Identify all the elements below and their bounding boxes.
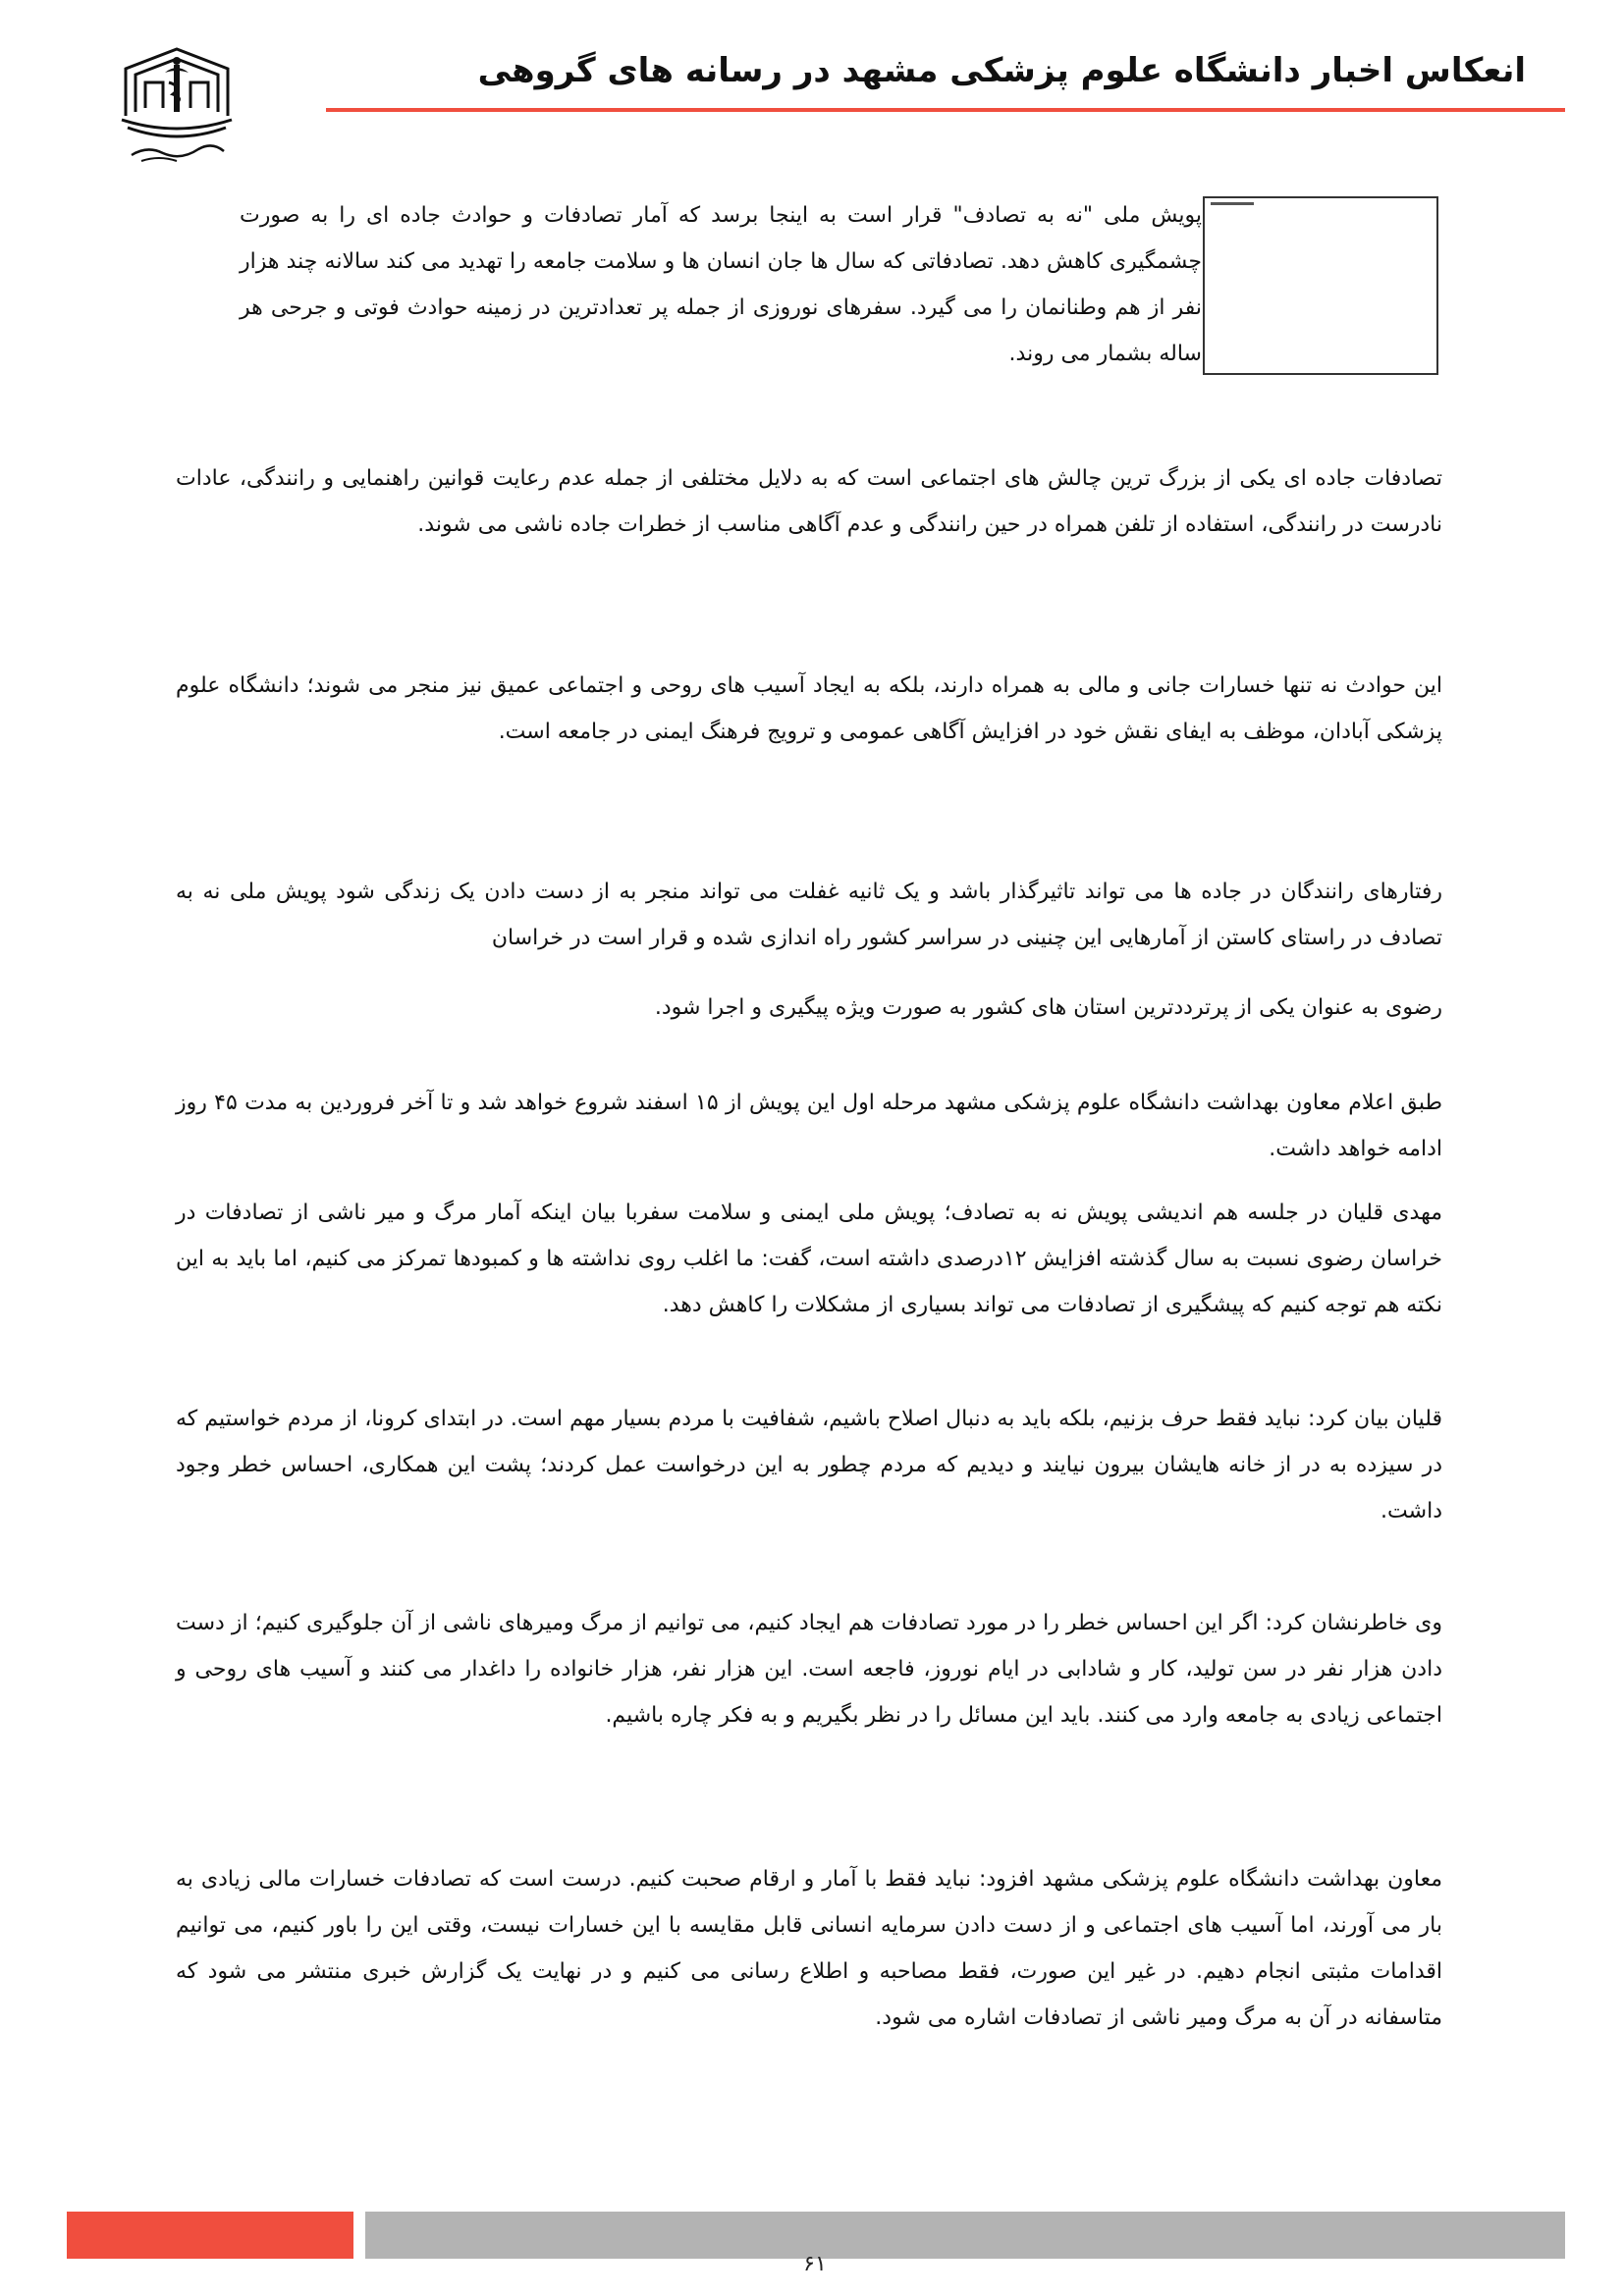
placeholder-caption-mark xyxy=(1211,202,1254,205)
article-paragraph: طبق اعلام معاون بهداشت دانشگاه علوم پزشکی مشهد مرحله اول این پویش از ۱۵ اسفند شروع خواهد شد و تا آخر فروردین به مدت ۴۵ روز ادامه خواهد داشت. xyxy=(176,1091,1442,1161)
article-paragraph: این حوادث نه تنها خسارات جانی و مالی به همراه دارند، بلکه به ایجاد آسیب های روحی و اجتماعی عمیق نیز منجر می شوند؛ دانشگاه علوم پزشکی آبادان، موظف به ایفای نقش خود در افزایش آگاهی عمومی و ترویج فرهنگ ایمنی در جامعه است. xyxy=(176,673,1442,744)
article-paragraph: مهدی قلیان در جلسه هم اندیشی پویش نه به تصادف؛ پویش ملی ایمنی و سلامت سفربا بیان اینکه آمار مرگ و میر ناشی از تصادفات در خراسان رضوی نسبت به سال گذشته افزایش ۱۲درصدی داشته است، گفت: ما اغلب روی نداشته ها و کمبودها تمرکز می کنیم، اما باید به این نکته هم توجه کنیم که پیشگیری از تصادفات می تواند بسیاری از مشکلات را کاهش دهد. xyxy=(176,1201,1442,1317)
article-paragraph: وی خاطرنشان کرد: اگر این احساس خطر را در مورد تصادفات هم ایجاد کنیم، می توانیم از مرگ ومیرهای ناشی از آن جلوگیری کنیم؛ از دست دادن هزار نفر در سن تولید، کار و شادابی در ایام نوروز، فاجعه است. این هزار نفر، هزار خانواده را داغدار می کنند و آسیب های روحی و اجتماعی زیادی به جامعه وارد می کنند. باید این مسائل را در نظر بگیریم و به فکر چاره باشیم. xyxy=(176,1611,1442,1728)
article-paragraph: رضوی به عنوان یکی از پرترددترین استان های کشور به صورت ویژه پیگیری و اجرا شود. xyxy=(654,995,1442,1020)
page-number: ۶۱ xyxy=(803,2252,827,2276)
footer-red-bar xyxy=(67,2212,353,2259)
article-paragraph: تصادفات جاده ای یکی از بزرگ ترین چالش های اجتماعی است که به دلایل مختلفی از جمله عدم رعایت قوانین راهنمایی و رانندگی، عادات نادرست در رانندگی، استفاده از تلفن همراه در حین رانندگی و عدم آگاهی مناسب از خطرات جاده ناشی می شوند. xyxy=(176,466,1442,537)
page-title: انعکاس اخبار دانشگاه علوم پزشکی مشهد در رسانه های گروهی xyxy=(477,51,1526,90)
footer-gray-bar xyxy=(365,2212,1565,2259)
university-logo-icon xyxy=(108,39,245,167)
header-divider xyxy=(326,108,1565,112)
article-paragraph: رفتارهای رانندگان در جاده ها می تواند تاثیرگذار باشد و یک ثانیه غفلت می تواند منجر به از دست دادن یک زندگی شود پویش ملی نه به تصادف در راستای کاستن از آمارهایی این چنینی در سراسر کشور راه اندازی شده و قرار است در خراسان xyxy=(176,880,1442,950)
article-paragraph: معاون بهداشت دانشگاه علوم پزشکی مشهد افزود: نباید فقط با آمار و ارقام صحبت کنیم. درست است که تصادفات خسارات مالی زیادی به بار می آورند، اما آسیب های اجتماعی و از دست دادن سرمایه انسانی قابل مقایسه با این خسارات نیست، وقتی این را باور کنیم، می توانیم اقدامات مثبتی انجام دهیم. در غیر این صورت، فقط مصاحبه و اطلاع رسانی می کنیم و در نهایت یک گزارش خبری منتشر می شود که متاسفانه در آن به مرگ ومیر ناشی از تصادفات اشاره می شود. xyxy=(176,1867,1442,2030)
photo-placeholder-icon xyxy=(1203,196,1438,375)
article-paragraph: قلیان بیان کرد: نباید فقط حرف بزنیم، بلکه باید به دنبال اصلاح باشیم، شفافیت با مردم بسیار مهم است. در ابتدای کرونا، از مردم خواستیم که در سیزده به در از خانه هایشان بیرون نیایند و دیدیم که مردم چطور به این درخواست عمل کردند؛ پشت این همکاری، احساس خطر وجود داشت. xyxy=(176,1407,1442,1523)
article-paragraph: پویش ملی "نه به تصادف" قرار است به اینجا برسد که آمار تصادفات و حوادث جاده ای را به صورت چشمگیری کاهش دهد. تصادفاتی که سال ها جان انسان ها و سلامت جامعه را تهدید می کند سالانه چند هزار نفر از هم وطنانمان را می گیرد. سفرهای نوروزی از جمله پر تعدادترین در زمینه حوادث فوتی و جرحی هر ساله بشمار می روند. xyxy=(240,203,1202,366)
